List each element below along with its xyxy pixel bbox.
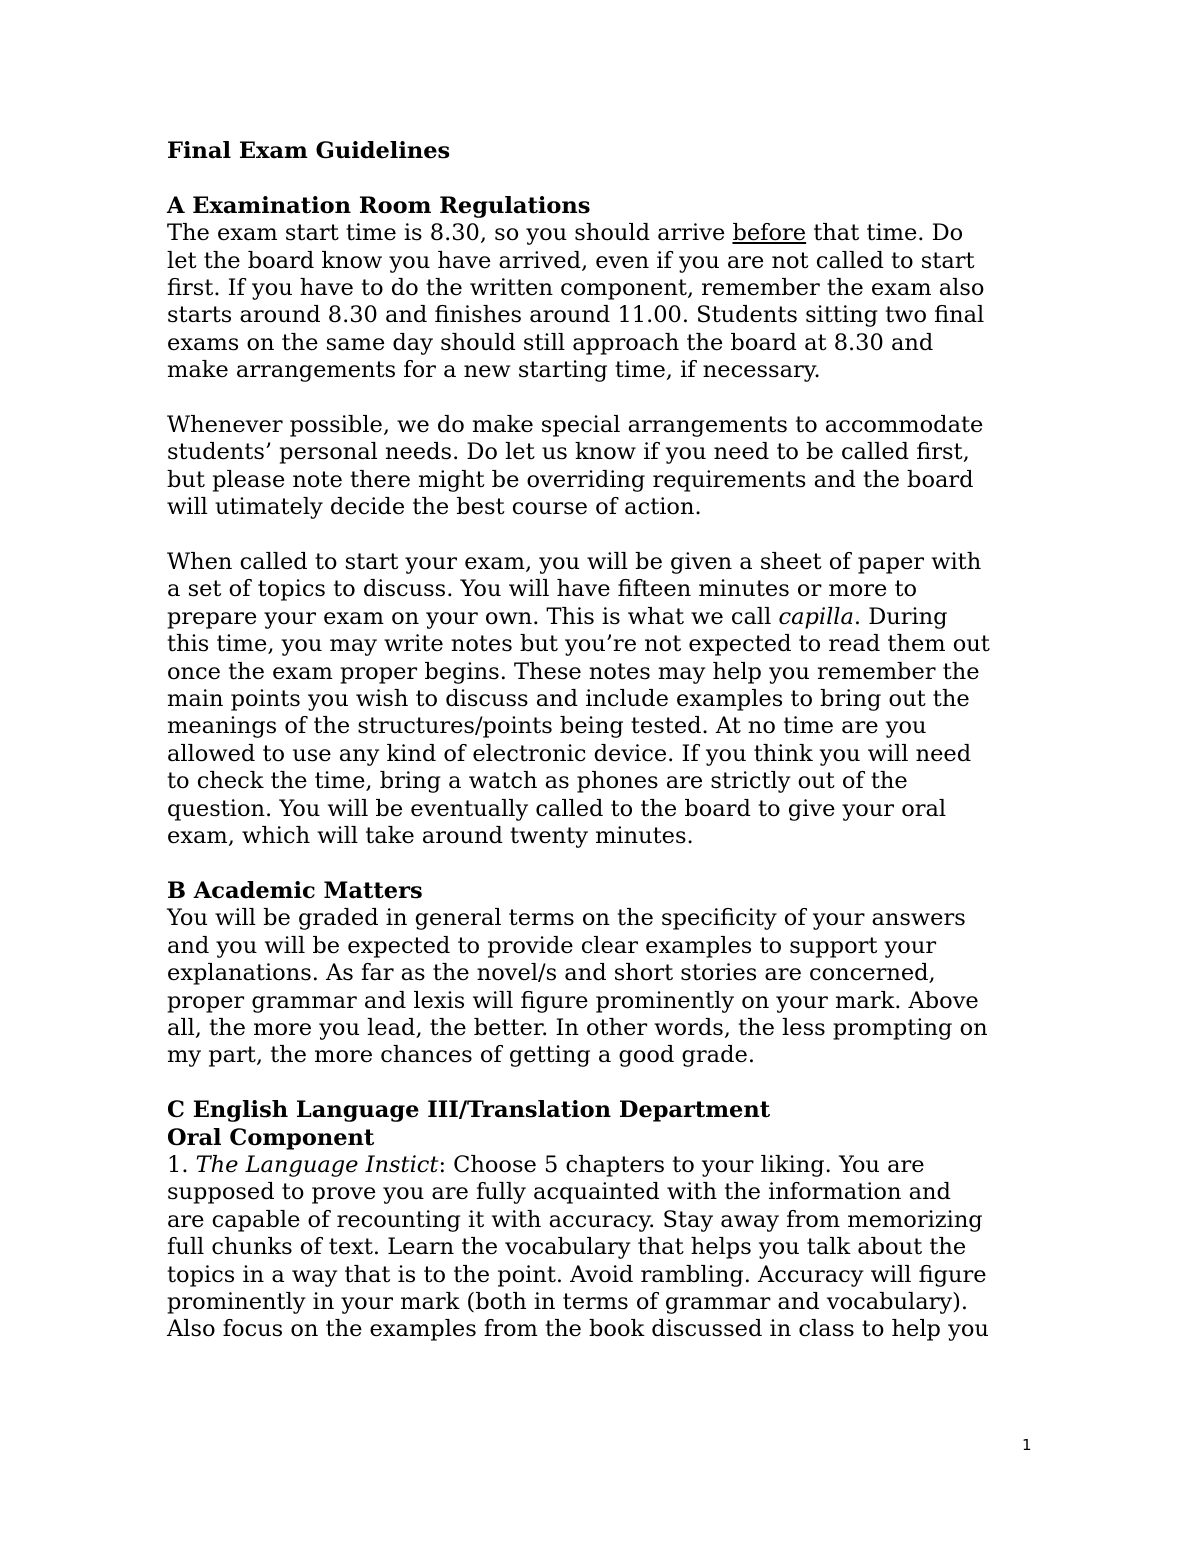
section-a-p3-line: question. You will be eventually called to the board to give your oral [167, 795, 947, 822]
text-run: . During [853, 603, 948, 630]
spacer [167, 385, 1047, 412]
spacer [167, 1070, 1047, 1097]
section-a-p2-line: will utimately decide the best course of action. [167, 494, 702, 521]
section-b-line: You will be graded in general terms on the specificity of your answers [167, 905, 966, 932]
section-a-heading: A Examination Room Regulations [167, 192, 591, 219]
section-a-p3-line: allowed to use any kind of electronic device. If you think you will need [167, 740, 972, 767]
section-a-p2-line: students’ personal needs. Do let us know if you need to be called first, [167, 439, 970, 466]
section-a-p3-line: this time, you may write notes but you’re not expected to read them out [167, 631, 990, 658]
text-run: prepare your exam on your own. This is what we call [167, 603, 779, 630]
item-number: 1. [167, 1151, 196, 1178]
underlined-word: before [732, 220, 807, 247]
text-run: : Choose 5 chapters to your liking. You are [438, 1151, 925, 1178]
section-a-p1-line: exams on the same day should still approach the board at 8.30 and [167, 329, 934, 356]
section-c-item-line: supposed to prove you are fully acquainted with the information and [167, 1179, 951, 1206]
section-a-p1-line: starts around 8.30 and finishes around 11.00. Students sitting two final [167, 302, 985, 329]
italic-term: capilla [778, 603, 854, 630]
section-a-p3-line: a set of topics to discuss. You will have fifteen minutes or more to [167, 576, 918, 603]
section-a-p1-line: make arrangements for a new starting time, if necessary. [167, 357, 821, 384]
section-c-item-line [167, 1152, 1047, 1179]
section-a-p2-line: but please note there might be overriding requirements and the board [167, 466, 974, 493]
document-page [167, 138, 1047, 1344]
section-b-line: and you will be expected to provide clear examples to support your [167, 932, 937, 959]
spacer [167, 165, 1047, 192]
page-number: 1 [1022, 1436, 1032, 1454]
section-a-p3-line: When called to start your exam, you will be given a sheet of paper with [167, 549, 982, 576]
document-title: Final Exam Guidelines [167, 138, 451, 164]
section-b-line: proper grammar and lexis will figure prominently on your mark. Above [167, 987, 979, 1014]
text-run: The exam start time is 8.30, so you should arrive [167, 220, 733, 247]
section-c-item-line: are capable of recounting it with accuracy. Stay away from memorizing [167, 1206, 983, 1233]
book-title: The Language Instict [195, 1151, 439, 1178]
section-b-line: explanations. As far as the novel/s and short stories are concerned, [167, 960, 936, 987]
section-a-p1-line: first. If you have to do the written component, remember the exam also [167, 275, 985, 302]
section-b-line: all, the more you lead, the better. In other words, the less prompting on [167, 1014, 988, 1041]
section-a-p1-line: let the board know you have arrived, even if you are not called to start [167, 247, 975, 274]
section-a-p3-line: meanings of the structures/points being tested. At no time are you [167, 713, 927, 740]
section-a-p3-line [167, 604, 1047, 631]
section-c-item-line: topics in a way that is to the point. Avoid rambling. Accuracy will figure [167, 1261, 987, 1288]
section-a-p3-line: exam, which will take around twenty minutes. [167, 823, 694, 850]
spacer [167, 522, 1047, 549]
spacer [167, 851, 1047, 878]
section-c-heading: C English Language III/Translation Department [167, 1097, 771, 1124]
section-a-p3-line: to check the time, bring a watch as phones are strictly out of the [167, 768, 908, 795]
section-a-p1-line [167, 220, 1047, 247]
section-c-item-line: prominently in your mark (both in terms of grammar and vocabulary). [167, 1288, 969, 1315]
section-c-item-line: Also focus on the examples from the book discussed in class to help you [167, 1316, 989, 1343]
section-a-p3-line: main points you wish to discuss and include examples to bring out the [167, 686, 970, 713]
section-b-heading: B Academic Matters [167, 877, 423, 904]
text-run: that time. Do [806, 220, 964, 247]
section-a-p2-line: Whenever possible, we do make special arrangements to accommodate [167, 412, 984, 439]
section-c-item-line: full chunks of text. Learn the vocabulary that helps you talk about the [167, 1234, 967, 1261]
section-c-subheading: Oral Component [167, 1124, 375, 1151]
section-b-line: my part, the more chances of getting a good grade. [167, 1042, 755, 1069]
section-a-p3-line: once the exam proper begins. These notes may help you remember the [167, 658, 980, 685]
